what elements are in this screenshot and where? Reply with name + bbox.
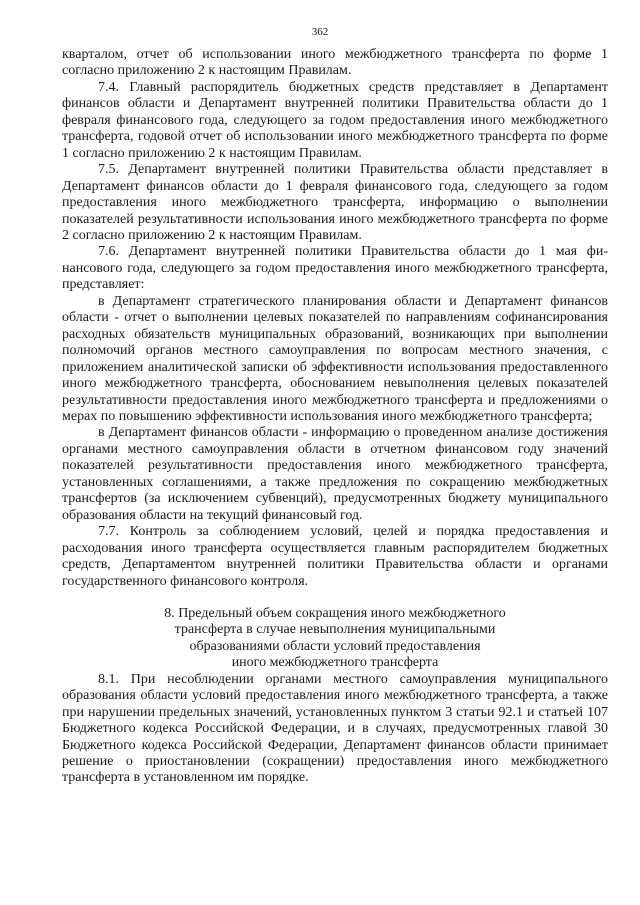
paragraph-7-6-strategic: в Департамент стратегического планирования области и Департамент финансов области - отчет о выполнении целевых показателей по направлениям софинансирования расходных обязательств муниципальных образований, возникающих при выполнении полномочий органов местного самоуправления по вопросам местного значения, с приложением аналитической записки об эффективности использования предоставленного иного межбюджетного трансферта, обоснованием невыполнения целевых показателей результативности предоставления иного межбюджетного трансферта и предложениями о мерах по повышению эффективности использования иного межбюджетного трансферта; <box>62 293 608 424</box>
heading-line: образованиями области условий предоставления <box>189 638 481 654</box>
document-body <box>62 47 608 787</box>
section-8-heading <box>62 606 608 672</box>
paragraph-7-6-finance: в Департамент финансов области - информацию о проведенном анализе достижения органами местного самоуправления области в отчетном финансовом году значений показателей результативности предоставления иного межбюджетного трансферта, установленных соглашениями, а также предложения по сокращению межбюджетных трансфертов (за исключением субвенций), предусмотренных бюджету муниципального образования области на текущий финансовый год. <box>62 425 608 523</box>
paragraph-8-1: 8.1. При несоблюдении органами местного самоуправления муниципального образования области условий предоставления иного межбюджетного трансферта, а также при нарушении предельных значений, установленных пунктом 3 статьи 92.1 и статьей 107 Бюджетного кодекса Российской Федерации, и в случаях, предусмотренных главой 30 Бюджетного кодекса Российской Федерации, Департамент финансов области принимает решение о приостановлении (сокращении) предоставления иного межбюджетного трансферта в установленном им порядке. <box>62 671 608 786</box>
paragraph-continuation: кварталом, отчет об использовании иного межбюджетного трансферта по форме 1 согласно приложению 2 к настоящим Правилам. <box>62 47 608 79</box>
heading-line: 8. Предельный объем сокращения иного межбюджетного <box>164 605 506 621</box>
heading-line: трансферта в случае невыполнения муниципальными <box>174 622 496 638</box>
paragraph-7-7: 7.7. Контроль за соблюдением условий, целей и порядка предоставления и расходования иного трансферта осуществляется главным распорядителем бюджетных средств, Департаментом внутренней политики Правительства области и органами государственного финансового контроля. <box>62 524 608 589</box>
paragraph-7-4: 7.4. Главный распорядитель бюджетных средств представляет в Департамент финансов области и Департамент внутренней политики Правительства области до 1 февраля финансового года, следующего за годом предоставления иного межбюджетного трансферта, годовой отчет об использовании иного межбюджетного трансферта по форме 1 согласно приложению 2 к настоящим Правилам. <box>62 79 608 161</box>
paragraph-7-6: 7.6. Департамент внутренней политики Правительства области до 1 мая финансового года, следующего за годом предоставления иного межбюджетного трансферта, представляет: <box>62 244 608 293</box>
heading-line: иного межбюджетного трансферта <box>231 655 439 671</box>
paragraph-7-5: 7.5. Департамент внутренней политики Правительства области представляет в Департамент финансов области до 1 февраля финансового года, следующего за годом предоставления иного межбюджетного трансферта, информацию о выполнении показателей результативности использования иного межбюджетного трансферта по форме 2 согласно приложению 2 к настоящим Правилам. <box>62 162 608 243</box>
page-number: 362 <box>311 26 329 38</box>
